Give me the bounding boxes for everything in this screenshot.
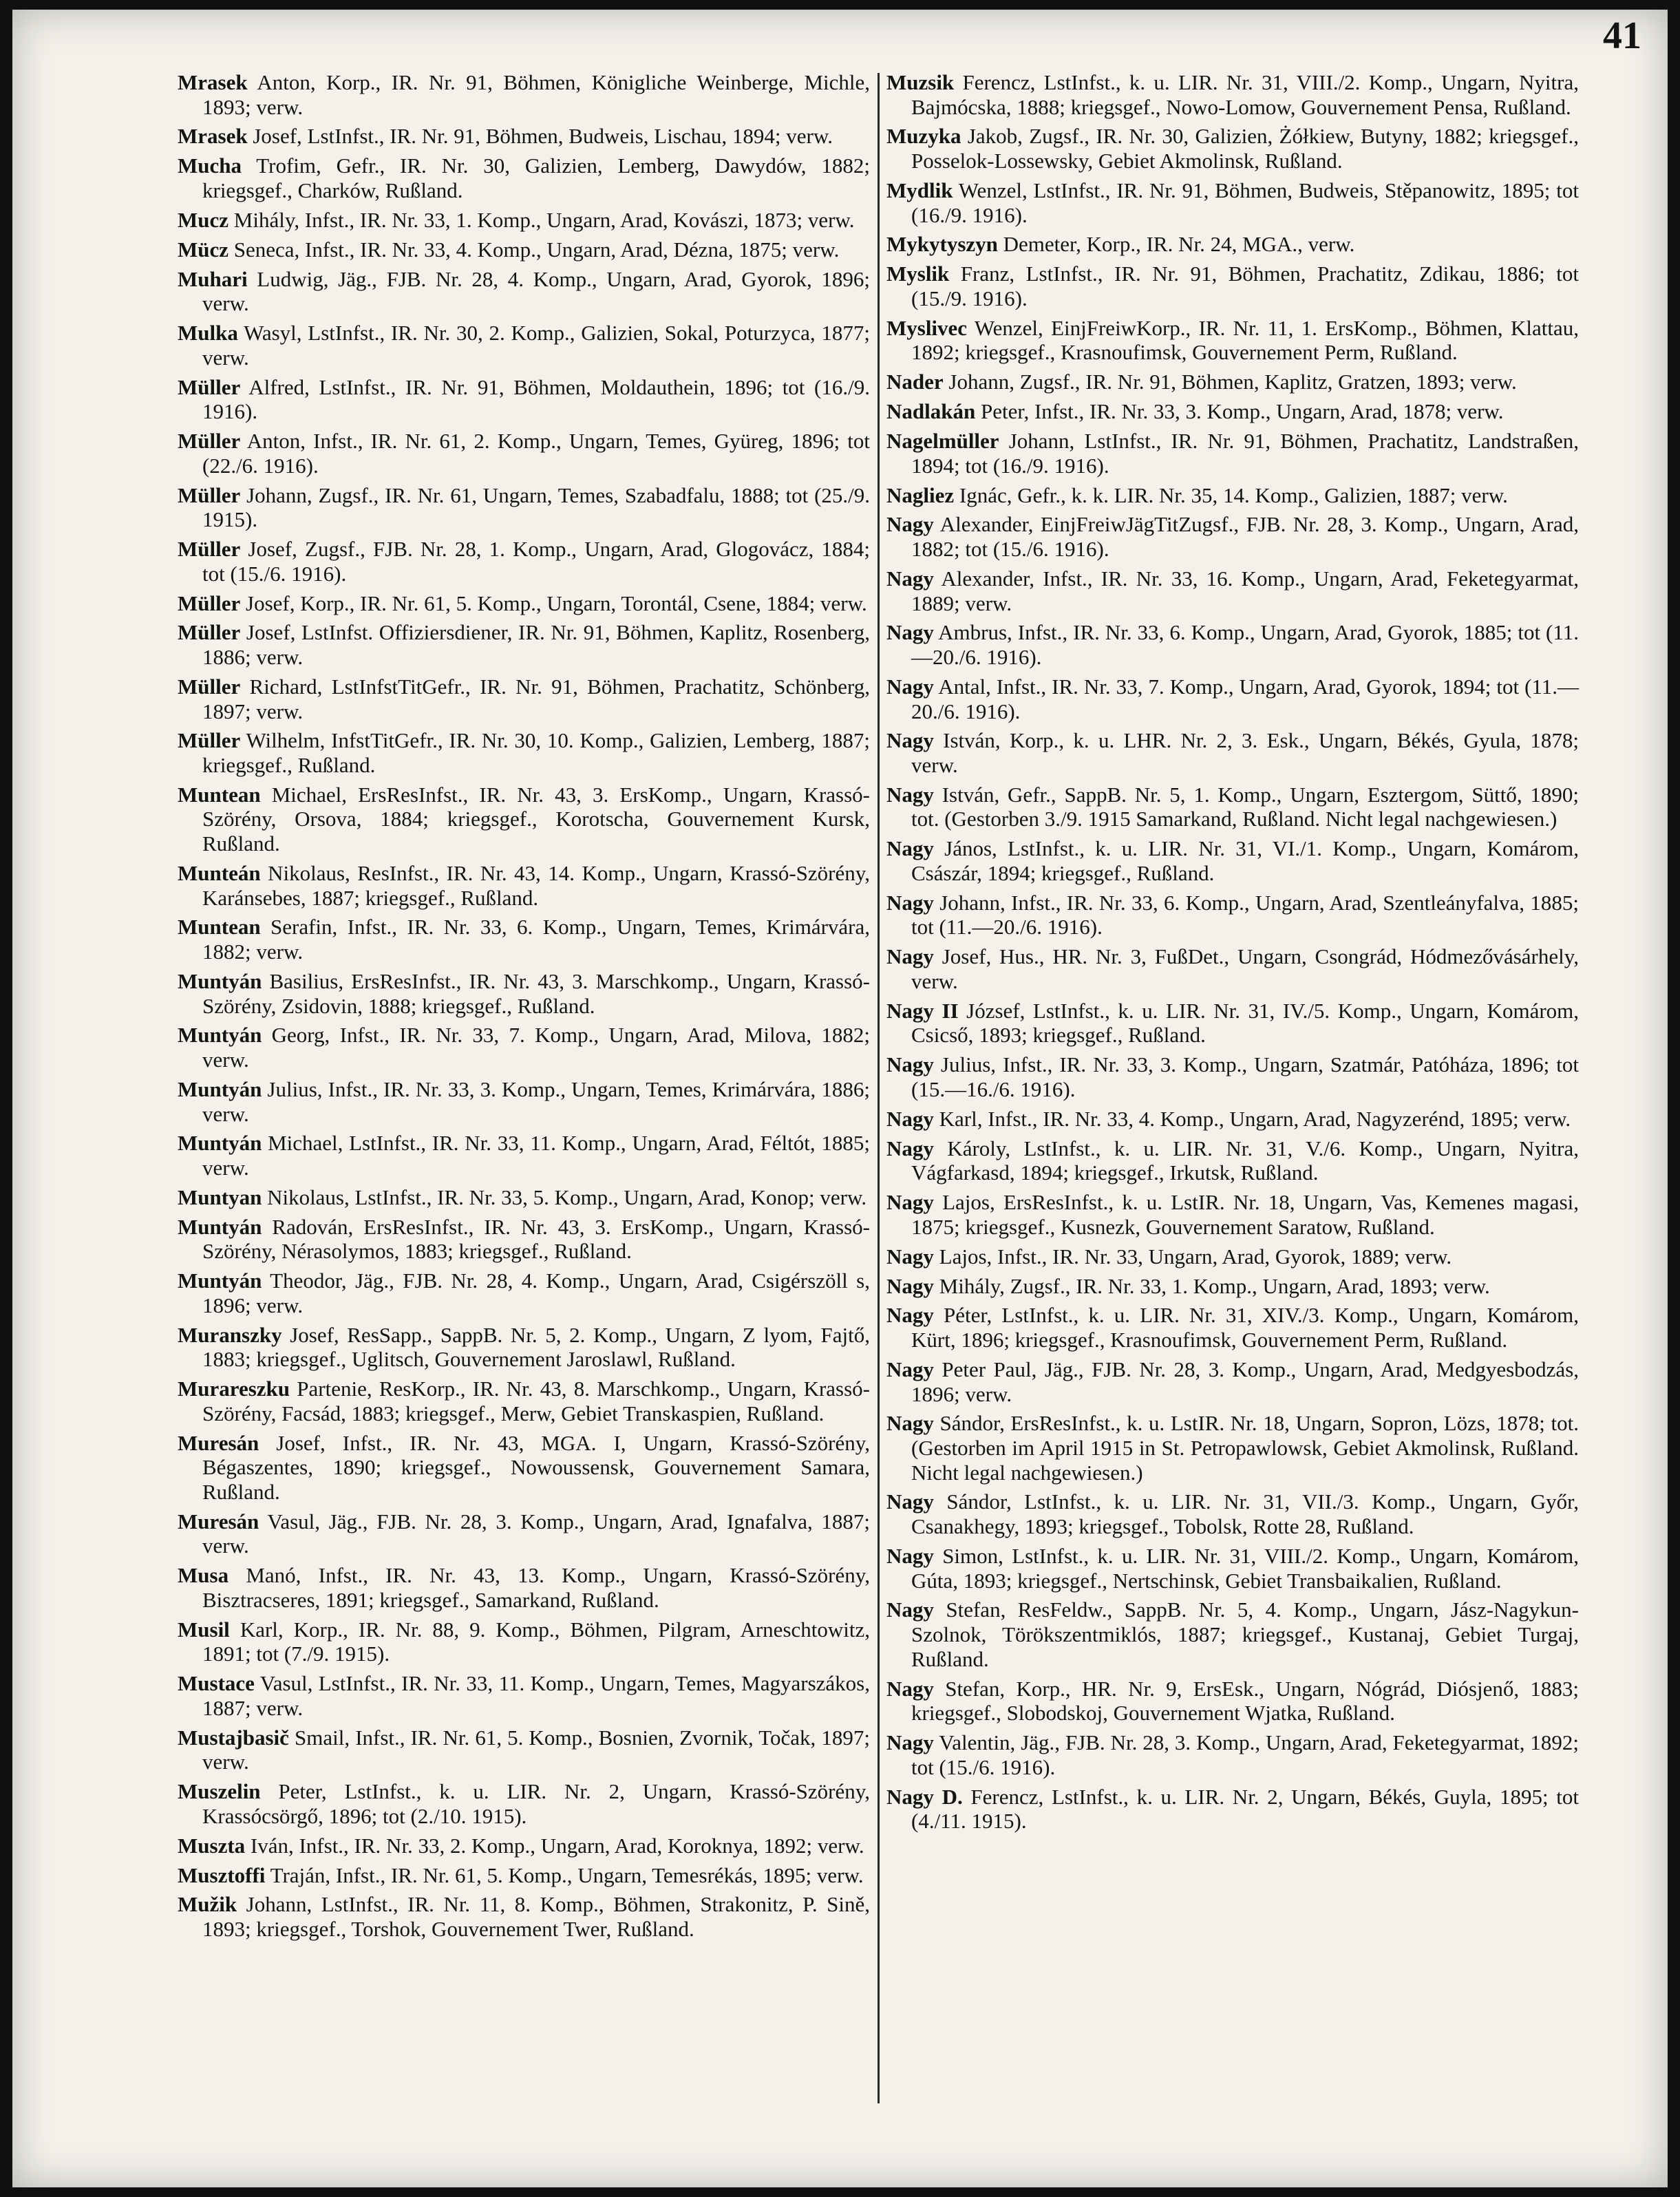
entry-surname: Muntyán	[178, 1214, 262, 1239]
entry-surname: Murareszku	[178, 1377, 290, 1401]
entry-surname: Muntyán	[178, 1023, 262, 1048]
list-item	[886, 999, 1579, 1048]
entry-surname: Nagy	[886, 1598, 934, 1622]
entry-details: Georg, Infst., IR. Nr. 33, 7. Komp., Ungarn, Arad, Milova, 1882; verw.	[202, 1023, 871, 1072]
entry-surname: Muntean	[178, 782, 261, 807]
list-item	[886, 124, 1579, 173]
list-item	[178, 153, 870, 202]
entry-surname: Muranszky	[178, 1322, 282, 1347]
list-item	[886, 1136, 1579, 1185]
list-item	[886, 1190, 1579, 1239]
entry-surname: Mulka	[178, 321, 238, 346]
entry-details: Alexander, Infst., IR. Nr. 33, 16. Komp., Ungarn, Arad, Feketegyarmat, 1889; verw.	[911, 566, 1579, 615]
entry-details: Josef, LstInfst., IR. Nr. 91, Böhmen, Budweis, Lischau, 1894; verw.	[253, 124, 833, 149]
entry-surname: Nagy	[886, 944, 934, 969]
entry-surname: Muszta	[178, 1833, 246, 1858]
entry-details: Stefan, Korp., HR. Nr. 9, ErsEsk., Ungarn, Nógrád, Diósjenő, 1883; kriegsgef., Slobodskoj, Gouvernement Wjatka, Rußland.	[911, 1676, 1580, 1726]
list-item	[886, 620, 1579, 669]
entry-surname: Müller	[178, 728, 241, 753]
list-item	[178, 70, 870, 119]
entry-details: Julius, Infst., IR. Nr. 33, 3. Komp., Ungarn, Szatmár, Patóháza, 1896; tot (15.—16./6. 1916).	[911, 1052, 1580, 1101]
entry-surname: Müller	[178, 429, 241, 454]
entry-details: Josef, LstInfst. Offiziersdiener, IR. Nr. 91, Böhmen, Kaplitz, Rosenberg, 1886; verw.	[202, 620, 871, 670]
entry-details: Karl, Infst., IR. Nr. 33, 4. Komp., Ungarn, Arad, Nagyzerénd, 1895; verw.	[939, 1106, 1571, 1131]
entry-surname: Nagy	[886, 890, 934, 915]
entry-surname: Nagy	[886, 1273, 934, 1298]
list-item	[178, 375, 870, 424]
list-item	[886, 399, 1579, 424]
entry-surname: Nagy	[886, 1730, 934, 1755]
list-item	[178, 483, 870, 532]
entry-surname: Mužik	[178, 1892, 237, 1917]
entry-surname: Mucz	[178, 207, 229, 232]
entry-surname: Nagy	[886, 1357, 934, 1381]
entry-details: Wenzel, LstInfst., IR. Nr. 91, Böhmen, Budweis, Stěpanowitz, 1895; tot (16./9. 1916).	[911, 178, 1579, 227]
page-number: 41	[1603, 14, 1641, 57]
entry-details: Sándor, ErsResInfst., k. u. LstIR. Nr. 18, Ungarn, Sopron, Lözs, 1878; tot. (Gestorben im April 1915 in St. Petropawlowsk, Gebiet Akmolinsk, Rußland. Nicht legal nachgewiesen.)	[911, 1411, 1579, 1485]
entry-details: Peter Paul, Jäg., FJB. Nr. 28, 3. Komp., Ungarn, Arad, Medgyesbodzás, 1896; verw.	[911, 1357, 1580, 1406]
list-item	[178, 1509, 870, 1558]
entry-surname: Muhari	[178, 266, 248, 291]
list-item	[178, 1215, 870, 1264]
list-item	[178, 1431, 870, 1505]
entry-details: Traján, Infst., IR. Nr. 61, 5. Komp., Ungarn, Temesrékás, 1895; verw.	[270, 1862, 864, 1887]
entry-details: Demeter, Korp., IR. Nr. 24, MGA., verw.	[1003, 232, 1355, 257]
entry-surname: Nagy	[886, 1190, 934, 1215]
entry-surname: Muzyka	[886, 124, 961, 149]
entry-surname: Mücz	[178, 237, 229, 262]
list-item	[886, 1411, 1579, 1485]
entry-surname: Müller	[178, 482, 241, 507]
list-item	[886, 483, 1579, 508]
list-item	[886, 728, 1579, 777]
entry-details: Wasyl, LstInfst., IR. Nr. 30, 2. Komp., Galizien, Sokal, Poturzyca, 1877; verw.	[202, 321, 870, 370]
entry-details: Serafin, Infst., IR. Nr. 33, 6. Komp., Ungarn, Temes, Krimárvára, 1882; verw.	[202, 915, 870, 964]
entry-surname: Nagy D.	[886, 1784, 963, 1809]
entry-surname: Nagy	[886, 1411, 934, 1436]
list-item	[886, 1303, 1579, 1352]
entry-details: Lajos, Infst., IR. Nr. 33, Ungarn, Arad, Gyorok, 1889; verw.	[939, 1244, 1452, 1269]
list-item	[886, 891, 1579, 940]
list-item	[178, 1077, 870, 1126]
entry-details: Jakob, Zugsf., IR. Nr. 30, Galizien, Żółkiew, Butyny, 1882; kriegsgef., Posselok-Lossewsky, Gebiet Akmolinsk, Rußland.	[911, 124, 1579, 173]
entry-surname: Nagy	[886, 512, 934, 537]
entry-surname: Musztoffi	[178, 1862, 266, 1887]
entry-details: Stefan, ResFeldw., SappB. Nr. 5, 4. Komp., Ungarn, Jász-Nagykun-Szolnok, Törökszentmiklós, 1887; kriegsgef., Kustanaj, Gebiet Turgaj, Rußland.	[911, 1598, 1579, 1671]
entry-surname: Nagy	[886, 566, 934, 591]
entry-details: István, Gefr., SappB. Nr. 5, 1. Komp., Ungarn, Esztergom, Süttő, 1890; tot. (Gestorben 3./9. 1915 Samarkand, Rußland. Nicht legal nachgewiesen.)	[911, 782, 1580, 831]
entry-details: Seneca, Infst., IR. Nr. 33, 4. Komp., Ungarn, Arad, Dézna, 1875; verw.	[233, 237, 840, 262]
list-item	[178, 1779, 870, 1828]
list-item	[178, 1726, 870, 1774]
list-item	[178, 124, 870, 149]
list-item	[178, 969, 870, 1018]
list-item	[886, 70, 1579, 119]
list-item	[886, 512, 1579, 561]
list-item	[178, 237, 870, 262]
list-item	[886, 1489, 1579, 1538]
list-item	[178, 1131, 870, 1180]
entry-surname: Myslik	[886, 262, 950, 286]
entry-details: Ferencz, LstInfst., k. u. LIR. Nr. 31, VIII./2. Komp., Ungarn, Nyitra, Bajmócska, 1888; kriegsgef., Nowo-Lomow, Gouvernement Pensa, Rußland.	[911, 70, 1579, 119]
entry-details: Julius, Infst., IR. Nr. 33, 3. Komp., Ungarn, Temes, Krimárvára, 1886; verw.	[202, 1076, 870, 1126]
entry-surname: Muntyan	[178, 1185, 262, 1209]
entry-surname: Nagy	[886, 1136, 934, 1160]
entry-details: Manó, Infst., IR. Nr. 43, 13. Komp., Ungarn, Krassó-Szörény, Bisztracseres, 1891; kriegsgef., Samarkand, Rußland.	[202, 1563, 871, 1612]
entry-surname: Nader	[886, 370, 944, 394]
entry-surname: Muszelin	[178, 1779, 261, 1804]
entry-surname: Mrasek	[178, 124, 248, 149]
entry-surname: Mustajbasič	[178, 1725, 289, 1750]
entry-details: Johann, Zugsf., IR. Nr. 91, Böhmen, Kaplitz, Gratzen, 1893; verw.	[948, 370, 1517, 394]
list-item	[178, 1863, 870, 1888]
list-item	[178, 591, 870, 616]
entry-surname: Nagy	[886, 1543, 934, 1568]
entry-surname: Müller	[178, 591, 241, 615]
list-item	[886, 1357, 1579, 1406]
entry-surname: Nagy	[886, 1489, 934, 1514]
entry-surname: Müller	[178, 674, 241, 699]
entry-details: Vasul, Jäg., FJB. Nr. 28, 3. Komp., Ungarn, Arad, Ignafalva, 1887; verw.	[202, 1509, 870, 1558]
entry-surname: Musil	[178, 1617, 230, 1642]
entry-details: Michael, LstInfst., IR. Nr. 33, 11. Komp., Ungarn, Arad, Féltót, 1885; verw.	[202, 1131, 870, 1180]
entry-details: Franz, LstInfst., IR. Nr. 91, Böhmen, Prachatitz, Zdikau, 1886; tot (15./9. 1916).	[911, 262, 1580, 310]
list-item	[178, 861, 870, 910]
left-column	[178, 70, 870, 1946]
list-item	[886, 232, 1579, 257]
document-page	[12, 10, 1668, 2187]
list-item	[178, 728, 870, 777]
entry-surname: Muresán	[178, 1430, 259, 1455]
list-item	[886, 1107, 1579, 1132]
right-column	[886, 70, 1579, 1838]
entry-surname: Nagelmüller	[886, 429, 999, 454]
entry-details: Johann, Zugsf., IR. Nr. 61, Ungarn, Temes, Szabadfalu, 1888; tot (25./9. 1915).	[202, 482, 871, 532]
entry-surname: Muresán	[178, 1509, 259, 1533]
entry-surname: Mustace	[178, 1671, 255, 1696]
entry-surname: Muntyán	[178, 968, 262, 993]
entry-surname: Mrasek	[178, 70, 248, 94]
list-item	[178, 1834, 870, 1858]
entry-surname: Nagy	[886, 1303, 934, 1328]
entry-details: Radován, ErsResInfst., IR. Nr. 43, 3. ErsKomp., Ungarn, Krassó-Szörény, Nérasolymos, 1883; kriegsgef., Rußland.	[202, 1214, 871, 1264]
entry-surname: Müller	[178, 374, 241, 399]
entry-details: Theodor, Jäg., FJB. Nr. 28, 4. Komp., Ungarn, Arad, Csigérszöll s, 1896; verw.	[202, 1269, 870, 1317]
column-divider	[878, 73, 880, 2103]
entry-details: Vasul, LstInfst., IR. Nr. 33, 11. Komp., Ungarn, Temes, Magyarszákos, 1887; verw.	[202, 1671, 870, 1720]
entry-surname: Nagy	[886, 782, 934, 807]
entry-details: Valentin, Jäg., FJB. Nr. 28, 3. Komp., Ungarn, Arad, Feketegyarmat, 1892; tot (15./6. 1916).	[911, 1730, 1579, 1779]
entry-details: Péter, LstInfst., k. u. LIR. Nr. 31, XIV./3. Komp., Ungarn, Komárom, Kürt, 1896; kriegsgef., Krasnoufimsk, Gouvernement Perm, Rußland.	[911, 1303, 1580, 1352]
entry-surname: Mydlik	[886, 178, 953, 202]
list-item	[886, 836, 1579, 885]
list-item	[178, 1185, 870, 1210]
entry-details: Johann, Infst., IR. Nr. 33, 6. Komp., Ungarn, Arad, Szentleányfalva, 1885; tot (11.—20./6. 1916).	[911, 890, 1580, 940]
entry-details: Ludwig, Jäg., FJB. Nr. 28, 4. Komp., Ungarn, Arad, Gyorok, 1896; verw.	[202, 266, 871, 316]
list-item	[178, 1617, 870, 1666]
entry-details: Lajos, ErsResInfst., k. u. LstIR. Nr. 18, Ungarn, Vas, Kemenes magasi, 1875; kriegsgef., Kusnezk, Gouvernement Saratow, Rußland.	[911, 1190, 1579, 1239]
entry-surname: Nadlakán	[886, 399, 976, 424]
list-item	[886, 566, 1579, 615]
list-item	[886, 1052, 1579, 1101]
entry-details: István, Korp., k. u. LHR. Nr. 2, 3. Esk., Ungarn, Békés, Gyula, 1878; verw.	[911, 728, 1580, 777]
list-item	[886, 1274, 1579, 1299]
entry-details: Peter, Infst., IR. Nr. 33, 3. Komp., Ungarn, Arad, 1878; verw.	[980, 399, 1504, 424]
list-item	[178, 208, 870, 233]
entry-details: Sándor, LstInfst., k. u. LIR. Nr. 31, VII./3. Komp., Ungarn, Győr, Csanakhegy, 1893; kriegsgef., Tobolsk, Rotte 28, Rußland.	[911, 1489, 1579, 1539]
entry-surname: Mucha	[178, 153, 242, 178]
entry-details: Károly, LstInfst., k. u. LIR. Nr. 31, V./6. Komp., Ungarn, Nyitra, Vágfarkasd, 1894; kriegsgef., Irkutsk, Rußland.	[911, 1136, 1579, 1185]
entry-surname: Nagy	[886, 1052, 934, 1077]
list-item	[178, 783, 870, 856]
list-item	[178, 620, 870, 669]
list-item	[178, 321, 870, 370]
entry-details: Josef, Hus., HR. Nr. 3, FußDet., Ungarn, Csongrád, Hódmezővásárhely, verw.	[911, 944, 1579, 993]
entry-details: Anton, Korp., IR. Nr. 91, Böhmen, Königliche Weinberge, Michle, 1893; verw.	[202, 70, 870, 119]
list-item	[178, 537, 870, 586]
list-item	[886, 1785, 1579, 1834]
entry-surname: Muntyán	[178, 1131, 262, 1156]
entry-details: Karl, Korp., IR. Nr. 88, 9. Komp., Böhmen, Pilgram, Arneschtowitz, 1891; tot (7./9. 1915).	[202, 1617, 870, 1666]
list-item	[178, 1671, 870, 1720]
entry-details: Ignác, Gefr., k. k. LIR. Nr. 35, 14. Komp., Galizien, 1887; verw.	[959, 482, 1508, 507]
list-item	[886, 783, 1579, 831]
list-item	[886, 1598, 1579, 1671]
list-item	[178, 1269, 870, 1317]
list-item	[178, 267, 870, 316]
list-item	[886, 429, 1579, 478]
list-item	[178, 429, 870, 478]
entry-details: Johann, LstInfst., IR. Nr. 11, 8. Komp., Böhmen, Strakonitz, P. Sině, 1893; kriegsgef., Torshok, Gouvernement Twer, Rußland.	[202, 1892, 871, 1942]
entry-surname: Müller	[178, 537, 241, 562]
entry-details: Mihály, Infst., IR. Nr. 33, 1. Komp., Ungarn, Arad, Kovászi, 1873; verw.	[233, 207, 855, 232]
entry-details: Richard, LstInfstTitGefr., IR. Nr. 91, Böhmen, Prachatitz, Schönberg, 1897; verw.	[202, 674, 871, 723]
entry-details: Smail, Infst., IR. Nr. 61, 5. Komp., Bosnien, Zvornik, Točak, 1897; verw.	[202, 1725, 870, 1774]
list-item	[886, 262, 1579, 310]
entry-details: Partenie, ResKorp., IR. Nr. 43, 8. Marschkomp., Ungarn, Krassó-Szörény, Facsád, 1883; kriegsgef., Merw, Gebiet Transkaspien, Rußland.	[202, 1377, 870, 1425]
list-item	[886, 1730, 1579, 1779]
entry-details: Michael, ErsResInfst., IR. Nr. 43, 3. ErsKomp., Ungarn, Krassó-Szörény, Orsova, 1884; kriegsgef., Korotscha, Gouvernement Kursk, Rußland.	[202, 782, 870, 856]
entry-details: Simon, LstInfst., k. u. LIR. Nr. 31, VIII./2. Komp., Ungarn, Komárom, Gúta, 1893; kriegsgef., Nertschinsk, Gebiet Transbaikalien, Rußland.	[911, 1543, 1579, 1593]
entry-surname: Nagy	[886, 674, 934, 699]
entry-surname: Nagy	[886, 1244, 934, 1269]
list-item	[178, 1892, 870, 1941]
list-item	[886, 370, 1579, 394]
entry-details: Ambrus, Infst., IR. Nr. 33, 6. Komp., Ungarn, Arad, Gyorok, 1885; tot (11.—20./6. 1916).	[911, 620, 1579, 670]
entry-details: Iván, Infst., IR. Nr. 33, 2. Komp., Ungarn, Arad, Koroknya, 1892; verw.	[250, 1833, 864, 1858]
entry-surname: Muntean	[178, 915, 261, 940]
list-item	[178, 1563, 870, 1612]
entry-details: János, LstInfst., k. u. LIR. Nr. 31, VI./1. Komp., Ungarn, Komárom, Császár, 1894; kriegsgef., Rußland.	[911, 836, 1579, 885]
list-item	[178, 1323, 870, 1372]
entry-details: Antal, Infst., IR. Nr. 33, 7. Komp., Ungarn, Arad, Gyorok, 1894; tot (11.—20./6. 1916).	[911, 674, 1579, 723]
entry-details: Wenzel, EinjFreiwKorp., IR. Nr. 11, 1. ErsKomp., Böhmen, Klattau, 1892; kriegsgef., Krasnoufimsk, Gouvernement Perm, Rußland.	[911, 315, 1579, 365]
entry-surname: Munteán	[178, 860, 261, 885]
entry-details: Alfred, LstInfst., IR. Nr. 91, Böhmen, Moldauthein, 1896; tot (16./9. 1916).	[202, 374, 870, 424]
list-item	[886, 1677, 1579, 1726]
entry-details: Nikolaus, ResInfst., IR. Nr. 43, 14. Komp., Ungarn, Krassó-Szörény, Karánsebes, 1887; kriegsgef., Rußland.	[202, 860, 870, 910]
entry-details: Nikolaus, LstInfst., IR. Nr. 33, 5. Komp., Ungarn, Arad, Konop; verw.	[267, 1185, 867, 1209]
entry-details: Anton, Infst., IR. Nr. 61, 2. Komp., Ungarn, Temes, Gyüreg, 1896; tot (22./6. 1916).	[202, 429, 870, 478]
entry-surname: Nagy	[886, 728, 934, 753]
list-item	[886, 675, 1579, 723]
list-item	[886, 1244, 1579, 1269]
entry-details: Josef, Infst., IR. Nr. 43, MGA. I, Ungarn, Krassó-Szörény, Bégaszentes, 1890; kriegsgef., Nowoussensk, Gouvernement Samara, Rußland.	[202, 1430, 871, 1504]
entry-surname: Nagy II	[886, 998, 959, 1023]
entry-details: Mihály, Zugsf., IR. Nr. 33, 1. Komp., Ungarn, Arad, 1893; verw.	[939, 1273, 1490, 1298]
entry-details: Basilius, ErsResInfst., IR. Nr. 43, 3. Marschkomp., Ungarn, Krassó-Szörény, Zsidovin, 1888; kriegsgef., Rußland.	[202, 968, 871, 1018]
entry-surname: Nagliez	[886, 482, 955, 507]
entry-surname: Nagy	[886, 1676, 934, 1701]
entry-surname: Mykytyszyn	[886, 232, 998, 257]
entry-surname: Müller	[178, 620, 241, 645]
list-item	[178, 1377, 870, 1425]
entry-details: Wilhelm, InfstTitGefr., IR. Nr. 30, 10. Komp., Galizien, Lemberg, 1887; kriegsgef., Rußland.	[202, 728, 870, 777]
list-item	[178, 675, 870, 723]
list-item	[886, 944, 1579, 993]
list-item	[886, 1544, 1579, 1593]
entry-surname: Muzsik	[886, 70, 955, 94]
entry-surname: Nagy	[886, 620, 934, 645]
entry-surname: Musa	[178, 1563, 229, 1588]
entry-details: Josef, ResSapp., SappB. Nr. 5, 2. Komp., Ungarn, Z lyom, Fajtő, 1883; kriegsgef., Uglitsch, Gouvernement Jaroslawl, Rußland.	[202, 1322, 870, 1372]
entry-surname: Myslivec	[886, 315, 968, 340]
entry-details: József, LstInfst., k. u. LIR. Nr. 31, IV./5. Komp., Ungarn, Komárom, Csicső, 1893; kriegsgef., Rußland.	[911, 998, 1580, 1048]
entry-details: Peter, LstInfst., k. u. LIR. Nr. 2, Ungarn, Krassó-Szörény, Krassócsörgő, 1896; tot (2./10. 1915).	[202, 1779, 870, 1828]
list-item	[886, 178, 1579, 227]
list-item	[178, 1023, 870, 1072]
list-item	[886, 316, 1579, 365]
entry-details: Josef, Zugsf., FJB. Nr. 28, 1. Komp., Ungarn, Arad, Glogovácz, 1884; tot (15./6. 1916).	[202, 537, 871, 586]
entry-surname: Nagy	[886, 836, 934, 861]
entry-details: Johann, LstInfst., IR. Nr. 91, Böhmen, Prachatitz, Landstraßen, 1894; tot (16./9. 1916).	[911, 429, 1579, 478]
entry-details: Trofim, Gefr., IR. Nr. 30, Galizien, Lemberg, Dawydów, 1882; kriegsgef., Charków, Rußland.	[202, 153, 870, 202]
entry-surname: Nagy	[886, 1106, 934, 1131]
entry-surname: Muntyán	[178, 1269, 262, 1293]
entry-details: Josef, Korp., IR. Nr. 61, 5. Komp., Ungarn, Torontál, Csene, 1884; verw.	[246, 591, 867, 615]
entry-details: Ferencz, LstInfst., k. u. LIR. Nr. 2, Ungarn, Békés, Guyla, 1895; tot (4./11. 1915).	[911, 1784, 1579, 1834]
entry-surname: Muntyán	[178, 1076, 262, 1101]
entry-details: Alexander, EinjFreiwJägTitZugsf., FJB. Nr. 28, 3. Komp., Ungarn, Arad, 1882; tot (15./6. 1916).	[911, 512, 1579, 562]
list-item	[178, 915, 870, 964]
